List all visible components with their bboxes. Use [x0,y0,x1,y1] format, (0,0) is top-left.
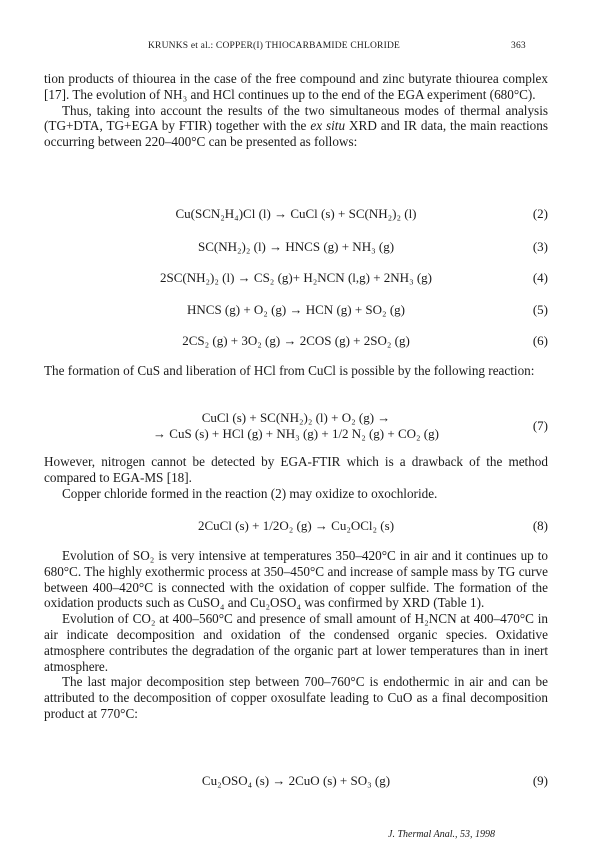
paragraph-7: Evolution of CO₂ at 400–560°C and presence of small amount of H₂NCN at 400–470°C in air indicate decomposition and oxidation of the condensed organic species. Oxidative atmosphere contributes the degradation of the organic part at lower temperatures than in inert atmosphere. [44,611,548,674]
equation-number: (3) [532,239,548,254]
equation-6: 2CS₂ (g) + 3O₂ (g) → 2COS (g) + 2SO₂ (g) (6) [182,333,548,348]
paragraph-nitrogen [44,454,548,501]
equation-7: CuCl (s) + SC(NH₂)₂ (l) + O₂ (g) → → CuS (s) + HCl (g) + NH₃ (g) + 1/2 N₂ (g) + CO₂ (g) (7) [153,410,548,441]
paragraph-4: However, nitrogen cannot be detected by EGA-FTIR which is a drawback of the method compared to EGA-MS [18]. [44,454,548,485]
paragraph-2: Thus, taking into account the results of the two simultaneous modes of thermal analysis (TG+DTA, TG+EGA by FTIR) together with the ex situ XRD and IR data, the main reactions occurring between 220–400°C can be presented as follows: [44,102,548,150]
equation-number: (9) [532,773,548,788]
journal-footer: J. Thermal Anal., 53, 1998 [388,829,496,840]
equation-8: 2CuCl (s) + 1/2O₂ (g) → Cu₂OCl₂ (s) (8) [197,518,548,533]
paragraph-5: Copper chloride formed in the reaction (2) may oxidize to oxochloride. [62,485,438,501]
equation-number: (2) [532,206,548,221]
paragraph-discussion [44,548,548,722]
equation-number: (8) [532,518,548,533]
equation-9: Cu₂OSO₄ (s) → 2CuO (s) + SO₃ (g) (9) [201,773,548,788]
equation-2: Cu(SCN₂H₄)Cl (l) → CuCl (s) + SC(NH₂)₂ (l) (2) [175,206,548,221]
equation-3: SC(NH₂)₂ (l) → HNCS (g) + NH₃ (g) (3) [197,239,548,254]
italic-term: ex situ [310,118,346,134]
equation-number: (4) [532,270,548,285]
equation-5: HNCS (g) + O₂ (g) → HCN (g) + SO₂ (g) (5) [187,302,548,317]
paragraph-6: Evolution of SO₂ is very intensive at temperatures 350–420°C in air and it continues up to 680°C. The highly exothermic process at 350–450°C and increase of sample mass by TG curve between 400–420°C is connected with the oxidation of copper sulfide. The formation of the oxidation products such as CuSO₄ and Cu₂OSO₄ was confirmed by XRD (Table 1). [44,548,548,611]
paragraph-8: The last major decomposition step between 700–760°C is endothermic in air and can be attributed to the decomposition of copper oxosulfate leading to CuO as a final decomposition product at 770°C: [44,674,548,721]
equation-number: (6) [532,333,548,348]
equation-number: (7) [532,418,548,433]
paragraph-intro [44,71,548,150]
paragraph-cus [44,363,548,379]
paragraph-1: tion products of thiourea in the case of the free compound and zinc butyrate thiourea complex [17]. The evolution of NH₃ and HCl continues up to the end of the EGA experiment (680°C). [44,71,548,102]
equation-4: 2SC(NH₂)₂ (l) → CS₂ (g)+ H₂NCN (l,g) + 2NH₃ (g) (4) [159,270,548,285]
paragraph-3: The formation of CuS and liberation of HCl from CuCl is possible by the following reaction: [44,363,535,378]
page-number: 363 [511,41,526,51]
equation-number: (5) [532,302,548,317]
running-title: KRUNKS et al.: COPPER(I) THIOCARBAMIDE CHLORIDE [148,41,401,51]
